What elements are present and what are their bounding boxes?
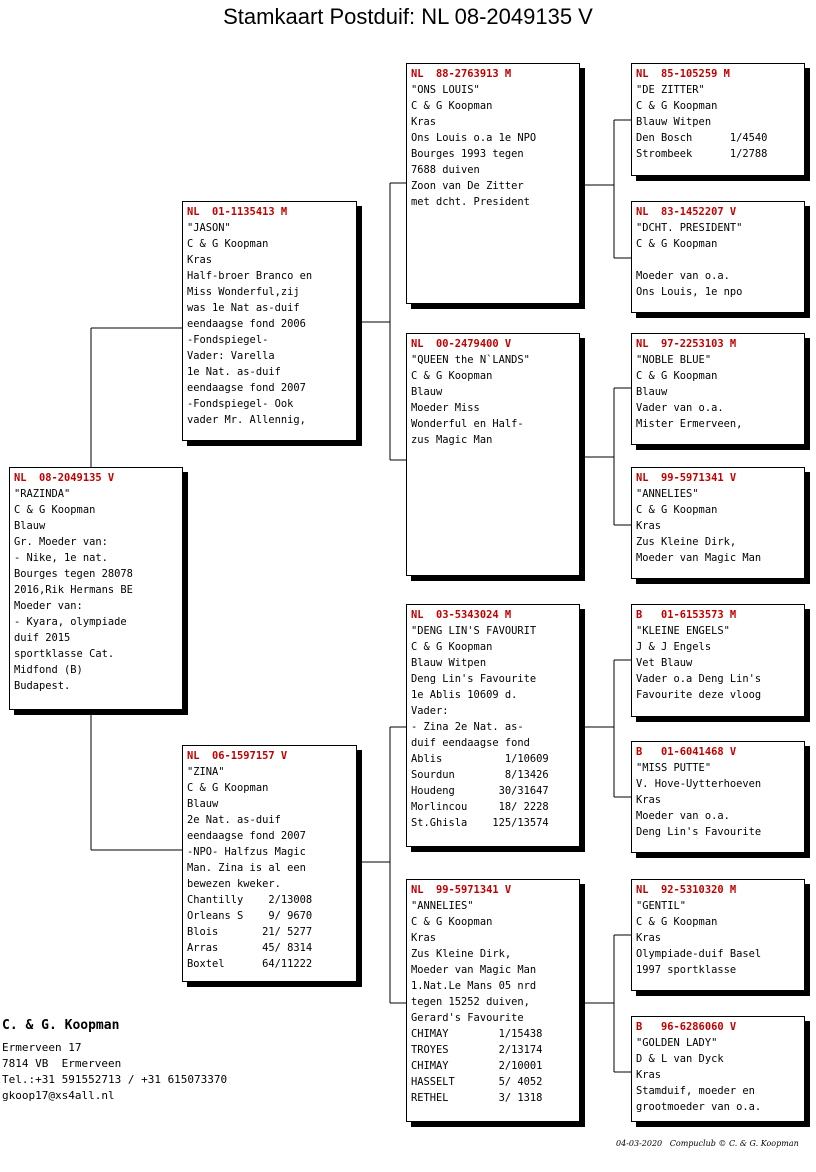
card-line: TROYES 2/13174 bbox=[411, 1044, 543, 1056]
card-line: Wonderful en Half- bbox=[411, 418, 524, 430]
ring-number: NL 08-2049135 V bbox=[14, 472, 115, 484]
card-line: Stamduif, moeder en bbox=[636, 1085, 755, 1097]
card-line: Strombeek 1/2788 bbox=[636, 148, 768, 160]
card-line: Budapest. bbox=[14, 680, 71, 692]
card-line: -Fondspiegel- bbox=[187, 334, 269, 346]
card-lines bbox=[636, 82, 800, 162]
card-line: D & L van Dyck bbox=[636, 1053, 724, 1065]
card-line: Houdeng 30/31647 bbox=[411, 785, 549, 797]
card-line: - Zina 2e Nat. as- bbox=[411, 721, 524, 733]
card-line: "DENG LIN'S FAVOURIT bbox=[411, 625, 537, 637]
card-line: Zoon van De Zitter bbox=[411, 180, 524, 192]
pigeon-card-dd bbox=[406, 879, 580, 1122]
card-line: Deng Lin's Favourite bbox=[411, 673, 537, 685]
card-line: grootmoeder van o.a. bbox=[636, 1101, 762, 1113]
card-line: tegen 15252 duiven, bbox=[411, 996, 530, 1008]
card-line: "GENTIL" bbox=[636, 900, 687, 912]
card-line: Moeder van: bbox=[14, 600, 83, 612]
card-line: C & G Koopman bbox=[636, 100, 718, 112]
card-lines bbox=[411, 898, 575, 1106]
ring-number: B 01-6041468 V bbox=[636, 746, 737, 758]
ring-number: B 96-6286060 V bbox=[636, 1021, 737, 1033]
pigeon-card-sds bbox=[631, 333, 805, 445]
card-line: C & G Koopman bbox=[187, 782, 269, 794]
card-line: eendaagse fond 2007 bbox=[187, 830, 306, 842]
card-line: -NPO- Halfzus Magic bbox=[187, 846, 306, 858]
card-line: Bourges 1993 tegen bbox=[411, 148, 524, 160]
card-line: Blauw bbox=[411, 386, 443, 398]
card-line: "RAZINDA" bbox=[14, 488, 71, 500]
card-line: Morlincou 18/ 2228 bbox=[411, 801, 549, 813]
card-line: Zus Kleine Dirk, bbox=[636, 536, 737, 548]
card-line: C & G Koopman bbox=[636, 370, 718, 382]
card-line: C & G Koopman bbox=[411, 100, 493, 112]
card-line: RETHEL 3/ 1318 bbox=[411, 1092, 543, 1104]
card-lines bbox=[636, 1035, 800, 1115]
card-lines bbox=[187, 764, 352, 972]
card-line: "KLEINE ENGELS" bbox=[636, 625, 730, 637]
card-line: "ANNELIES" bbox=[636, 488, 699, 500]
card-line: Miss Wonderful,zij bbox=[187, 286, 300, 298]
pigeon-card-dam bbox=[182, 745, 357, 982]
card-line: was 1e Nat as-duif bbox=[187, 302, 300, 314]
card-line: Vader van o.a. bbox=[636, 402, 724, 414]
card-line: bewezen kweker. bbox=[187, 878, 281, 890]
card-line: 1997 sportklasse bbox=[636, 964, 737, 976]
card-line: 2e Nat. as-duif bbox=[187, 814, 281, 826]
card-line: Moeder Miss bbox=[411, 402, 480, 414]
card-line: "DE ZITTER" bbox=[636, 84, 705, 96]
card-line: Kras bbox=[636, 520, 662, 532]
pigeon-card-dss bbox=[631, 604, 805, 717]
card-lines bbox=[411, 82, 575, 210]
card-line: Ons Louis, 1e npo bbox=[636, 286, 743, 298]
address-line: Ermerveen 17 bbox=[2, 1041, 82, 1054]
card-lines bbox=[636, 220, 800, 300]
card-line: zus Magic Man bbox=[411, 434, 493, 446]
card-line: Gr. Moeder van: bbox=[14, 536, 108, 548]
card-line: CHIMAY 2/10001 bbox=[411, 1060, 543, 1072]
card-line: Orleans S 9/ 9670 bbox=[187, 910, 313, 922]
card-line: V. Hove-Uytterhoeven bbox=[636, 778, 762, 790]
card-lines bbox=[14, 486, 178, 694]
card-line: Kras bbox=[636, 1069, 662, 1081]
card-line: Zus Kleine Dirk, bbox=[411, 948, 512, 960]
card-lines bbox=[636, 623, 800, 703]
card-line: eendaagse fond 2007 bbox=[187, 382, 306, 394]
card-line: C & G Koopman bbox=[411, 370, 493, 382]
card-lines bbox=[411, 352, 575, 448]
postcode-line: 7814 VB Ermerveen bbox=[2, 1057, 122, 1070]
card-line: Vader: bbox=[411, 705, 449, 717]
pigeon-card-sire bbox=[182, 201, 357, 441]
card-line: Kras bbox=[636, 932, 662, 944]
card-line: Kras bbox=[411, 932, 437, 944]
card-line: Boxtel 64/11222 bbox=[187, 958, 313, 970]
card-line: Favourite deze vloog bbox=[636, 689, 762, 701]
card-line: CHIMAY 1/15438 bbox=[411, 1028, 543, 1040]
ring-number: NL 83-1452207 V bbox=[636, 206, 737, 218]
card-line: Arras 45/ 8314 bbox=[187, 942, 313, 954]
card-line: - Nike, 1e nat. bbox=[14, 552, 108, 564]
pigeon-card-ss bbox=[406, 63, 580, 304]
card-line: HASSELT 5/ 4052 bbox=[411, 1076, 543, 1088]
card-line: Moeder van Magic Man bbox=[411, 964, 537, 976]
card-line: Vet Blauw bbox=[636, 657, 693, 669]
card-line: "NOBLE BLUE" bbox=[636, 354, 712, 366]
card-line: Blois 21/ 5277 bbox=[187, 926, 313, 938]
card-line: Chantilly 2/13008 bbox=[187, 894, 313, 906]
breeder-name: C. & G. Koopman bbox=[2, 1018, 120, 1033]
card-lines bbox=[636, 760, 800, 840]
ring-number: NL 00-2479400 V bbox=[411, 338, 512, 350]
ring-number: NL 99-5971341 V bbox=[636, 472, 737, 484]
card-line: 1.Nat.Le Mans 05 nrd bbox=[411, 980, 537, 992]
phone-line: Tel.:+31 591552713 / +31 615073370 bbox=[2, 1073, 228, 1086]
card-line: Half-broer Branco en bbox=[187, 270, 313, 282]
breeder-contact bbox=[2, 1018, 227, 1104]
card-line: Vader: Varella bbox=[187, 350, 275, 362]
card-line: Bourges tegen 28078 bbox=[14, 568, 133, 580]
card-line: "MISS PUTTE" bbox=[636, 762, 712, 774]
pigeon-card-dds bbox=[631, 879, 805, 991]
card-line: Moeder van o.a. bbox=[636, 270, 730, 282]
pigeon-card-sd bbox=[406, 333, 580, 576]
card-line: 2016,Rik Hermans BE bbox=[14, 584, 133, 596]
card-line: sportklasse Cat. bbox=[14, 648, 115, 660]
card-line: "QUEEN the N`LANDS" bbox=[411, 354, 530, 366]
pigeon-card-ds bbox=[406, 604, 580, 847]
pigeon-card-sdd bbox=[631, 467, 805, 579]
card-line: met dcht. President bbox=[411, 196, 530, 208]
card-line: "JASON" bbox=[187, 222, 231, 234]
card-line bbox=[636, 252, 800, 268]
card-line: Gerard's Favourite bbox=[411, 1012, 524, 1024]
card-lines bbox=[636, 898, 800, 978]
card-line: - Kyara, olympiade bbox=[14, 616, 127, 628]
card-line: C & G Koopman bbox=[411, 641, 493, 653]
card-line: C & G Koopman bbox=[411, 916, 493, 928]
card-line: Blauw Witpen bbox=[636, 116, 712, 128]
pigeon-card-ssd bbox=[631, 201, 805, 313]
card-lines bbox=[636, 352, 800, 432]
ring-number: NL 97-2253103 M bbox=[636, 338, 737, 350]
card-line: J & J Engels bbox=[636, 641, 712, 653]
card-line: 1e Ablis 10609 d. bbox=[411, 689, 518, 701]
ring-number: NL 06-1597157 V bbox=[187, 750, 288, 762]
card-line: C & G Koopman bbox=[636, 504, 718, 516]
card-line: Den Bosch 1/4540 bbox=[636, 132, 768, 144]
card-line: Kras bbox=[636, 794, 662, 806]
card-line: Kras bbox=[187, 254, 213, 266]
card-line: St.Ghisla 125/13574 bbox=[411, 817, 549, 829]
card-line: Blauw bbox=[636, 386, 668, 398]
card-line: "ANNELIES" bbox=[411, 900, 474, 912]
card-line: "ONS LOUIS" bbox=[411, 84, 480, 96]
email-line: gkoop17@xs4all.nl bbox=[2, 1089, 115, 1102]
pigeon-card-subject bbox=[9, 467, 183, 710]
card-line: Vader o.a Deng Lin's bbox=[636, 673, 762, 685]
card-line: Ablis 1/10609 bbox=[411, 753, 549, 765]
ring-number: NL 03-5343024 M bbox=[411, 609, 512, 621]
card-line: Midfond (B) bbox=[14, 664, 83, 676]
card-line: Moeder van Magic Man bbox=[636, 552, 762, 564]
card-line: Moeder van o.a. bbox=[636, 810, 730, 822]
ring-number: NL 99-5971341 V bbox=[411, 884, 512, 896]
card-line: Ons Louis o.a 1e NPO bbox=[411, 132, 537, 144]
card-line: duif 2015 bbox=[14, 632, 71, 644]
pigeon-card-sss bbox=[631, 63, 805, 176]
card-line: Deng Lin's Favourite bbox=[636, 826, 762, 838]
ring-number: NL 01-1135413 M bbox=[187, 206, 288, 218]
card-line: Blauw Witpen bbox=[411, 657, 487, 669]
card-lines bbox=[187, 220, 352, 428]
page-title: Stamkaart Postduif: NL 08-2049135 V bbox=[223, 4, 593, 29]
card-line: "ZINA" bbox=[187, 766, 225, 778]
card-line: Blauw bbox=[14, 520, 46, 532]
card-line: C & G Koopman bbox=[187, 238, 269, 250]
card-line: Kras bbox=[411, 116, 437, 128]
ring-number: NL 92-5310320 M bbox=[636, 884, 737, 896]
card-line: -Fondspiegel- Ook bbox=[187, 398, 294, 410]
pigeon-card-ddd bbox=[631, 1016, 805, 1122]
card-line: 7688 duiven bbox=[411, 164, 480, 176]
card-line: vader Mr. Allennig, bbox=[187, 414, 306, 426]
card-line: C & G Koopman bbox=[636, 916, 718, 928]
card-lines bbox=[411, 623, 575, 831]
ring-number: B 01-6153573 M bbox=[636, 609, 737, 621]
card-line: Sourdun 8/13426 bbox=[411, 769, 549, 781]
card-line: "GOLDEN LADY" bbox=[636, 1037, 718, 1049]
card-line: "DCHT. PRESIDENT" bbox=[636, 222, 743, 234]
card-line: Mister Ermerveen, bbox=[636, 418, 743, 430]
card-lines bbox=[636, 486, 800, 566]
card-line: duif eendaagse fond bbox=[411, 737, 530, 749]
card-line: 1e Nat. as-duif bbox=[187, 366, 281, 378]
ring-number: NL 85-105259 M bbox=[636, 68, 730, 80]
card-line: eendaagse fond 2006 bbox=[187, 318, 306, 330]
card-line: Olympiade-duif Basel bbox=[636, 948, 762, 960]
ring-number: NL 88-2763913 M bbox=[411, 68, 512, 80]
card-line: C & G Koopman bbox=[636, 238, 718, 250]
footer-credit: 04-03-2020 Compuclub © C. & G. Koopman bbox=[616, 1139, 799, 1148]
card-line: C & G Koopman bbox=[14, 504, 96, 516]
card-line: Blauw bbox=[187, 798, 219, 810]
pigeon-card-dsd bbox=[631, 741, 805, 853]
card-line: Man. Zina is al een bbox=[187, 862, 306, 874]
